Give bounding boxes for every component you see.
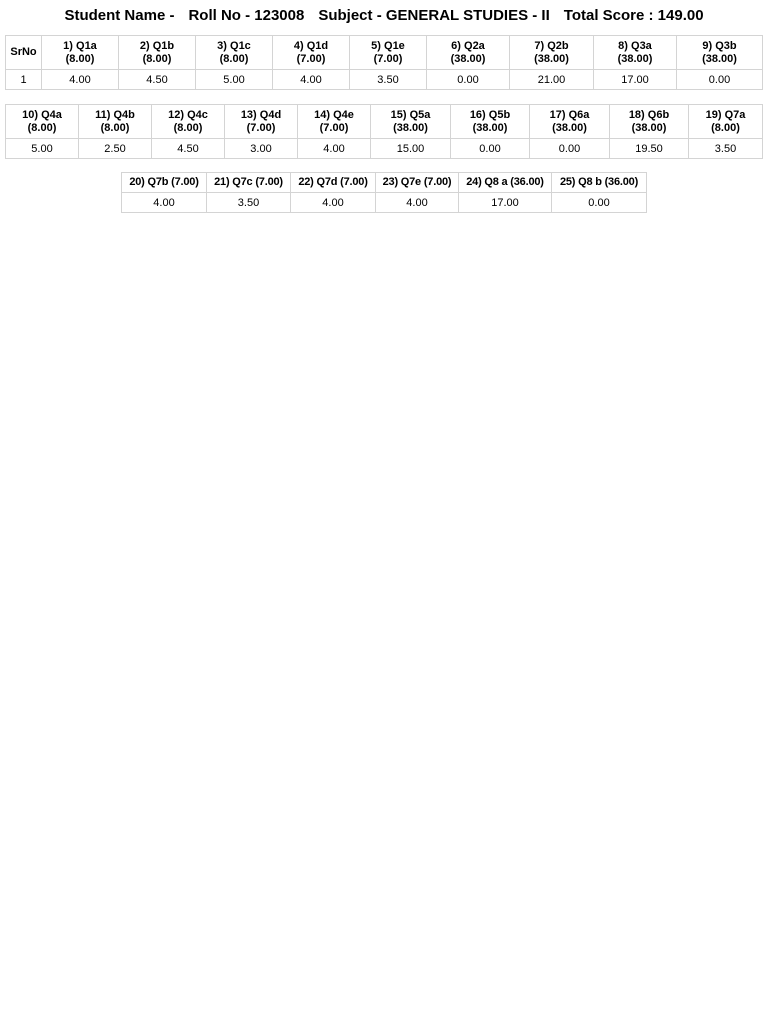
question-header: 8) Q3a (38.00) <box>594 36 677 70</box>
question-header: 5) Q1e (7.00) <box>350 36 427 70</box>
score-cell: 3.50 <box>689 139 763 159</box>
srno-cell: 1 <box>6 70 42 90</box>
score-cell: 21.00 <box>510 70 594 90</box>
score-cell: 2.50 <box>79 139 152 159</box>
page-header <box>0 7 768 24</box>
question-header: 7) Q2b (38.00) <box>510 36 594 70</box>
score-cell: 4.00 <box>273 70 350 90</box>
question-header: 20) Q7b (7.00) <box>122 173 207 193</box>
score-cell: 0.00 <box>427 70 510 90</box>
question-header: 9) Q3b (38.00) <box>677 36 763 70</box>
table-header-row <box>122 173 647 193</box>
question-header: 16) Q5b (38.00) <box>451 105 530 139</box>
score-table-1 <box>5 35 763 90</box>
question-header: 24) Q8 a (36.00) <box>459 173 552 193</box>
question-header: 22) Q7d (7.00) <box>291 173 376 193</box>
score-cell: 4.00 <box>42 70 119 90</box>
question-header: 10) Q4a (8.00) <box>6 105 79 139</box>
table-header-row <box>6 105 763 139</box>
question-header: 21) Q7c (7.00) <box>207 173 291 193</box>
srno-header: SrNo <box>6 36 42 70</box>
question-header: 4) Q1d (7.00) <box>273 36 350 70</box>
score-cell: 4.00 <box>291 193 376 213</box>
score-cell: 17.00 <box>459 193 552 213</box>
total-score: Total Score : 149.00 <box>563 7 704 24</box>
table-header-row <box>6 36 763 70</box>
score-cell: 19.50 <box>610 139 689 159</box>
score-cell: 4.00 <box>376 193 459 213</box>
question-header: 18) Q6b (38.00) <box>610 105 689 139</box>
question-header: 14) Q4e (7.00) <box>298 105 371 139</box>
question-header: 19) Q7a (8.00) <box>689 105 763 139</box>
question-header: 1) Q1a (8.00) <box>42 36 119 70</box>
question-header: 15) Q5a (38.00) <box>371 105 451 139</box>
score-cell: 0.00 <box>552 193 647 213</box>
score-table-3 <box>121 172 647 213</box>
question-header: 25) Q8 b (36.00) <box>552 173 647 193</box>
roll-number: Roll No - 123008 <box>188 7 305 24</box>
question-header: 13) Q4d (7.00) <box>225 105 298 139</box>
subject: Subject - GENERAL STUDIES - II <box>318 7 550 24</box>
score-cell: 4.50 <box>119 70 196 90</box>
score-cell: 4.00 <box>122 193 207 213</box>
question-header: 11) Q4b (8.00) <box>79 105 152 139</box>
score-cell: 0.00 <box>530 139 610 159</box>
score-cell: 17.00 <box>594 70 677 90</box>
score-cell: 5.00 <box>6 139 79 159</box>
score-cell: 3.50 <box>350 70 427 90</box>
question-header: 23) Q7e (7.00) <box>376 173 459 193</box>
score-cell: 5.00 <box>196 70 273 90</box>
question-header: 3) Q1c (8.00) <box>196 36 273 70</box>
table-row <box>122 193 647 213</box>
score-table-2 <box>5 104 763 159</box>
score-cell: 3.00 <box>225 139 298 159</box>
score-cell: 0.00 <box>451 139 530 159</box>
student-name: Student Name - <box>64 7 175 24</box>
score-cell: 4.50 <box>152 139 225 159</box>
table-row <box>6 139 763 159</box>
score-cell: 15.00 <box>371 139 451 159</box>
question-header: 17) Q6a (38.00) <box>530 105 610 139</box>
question-header: 12) Q4c (8.00) <box>152 105 225 139</box>
question-header: 2) Q1b (8.00) <box>119 36 196 70</box>
table-row <box>6 70 763 90</box>
score-cell: 0.00 <box>677 70 763 90</box>
score-cell: 4.00 <box>298 139 371 159</box>
question-header: 6) Q2a (38.00) <box>427 36 510 70</box>
score-cell: 3.50 <box>207 193 291 213</box>
